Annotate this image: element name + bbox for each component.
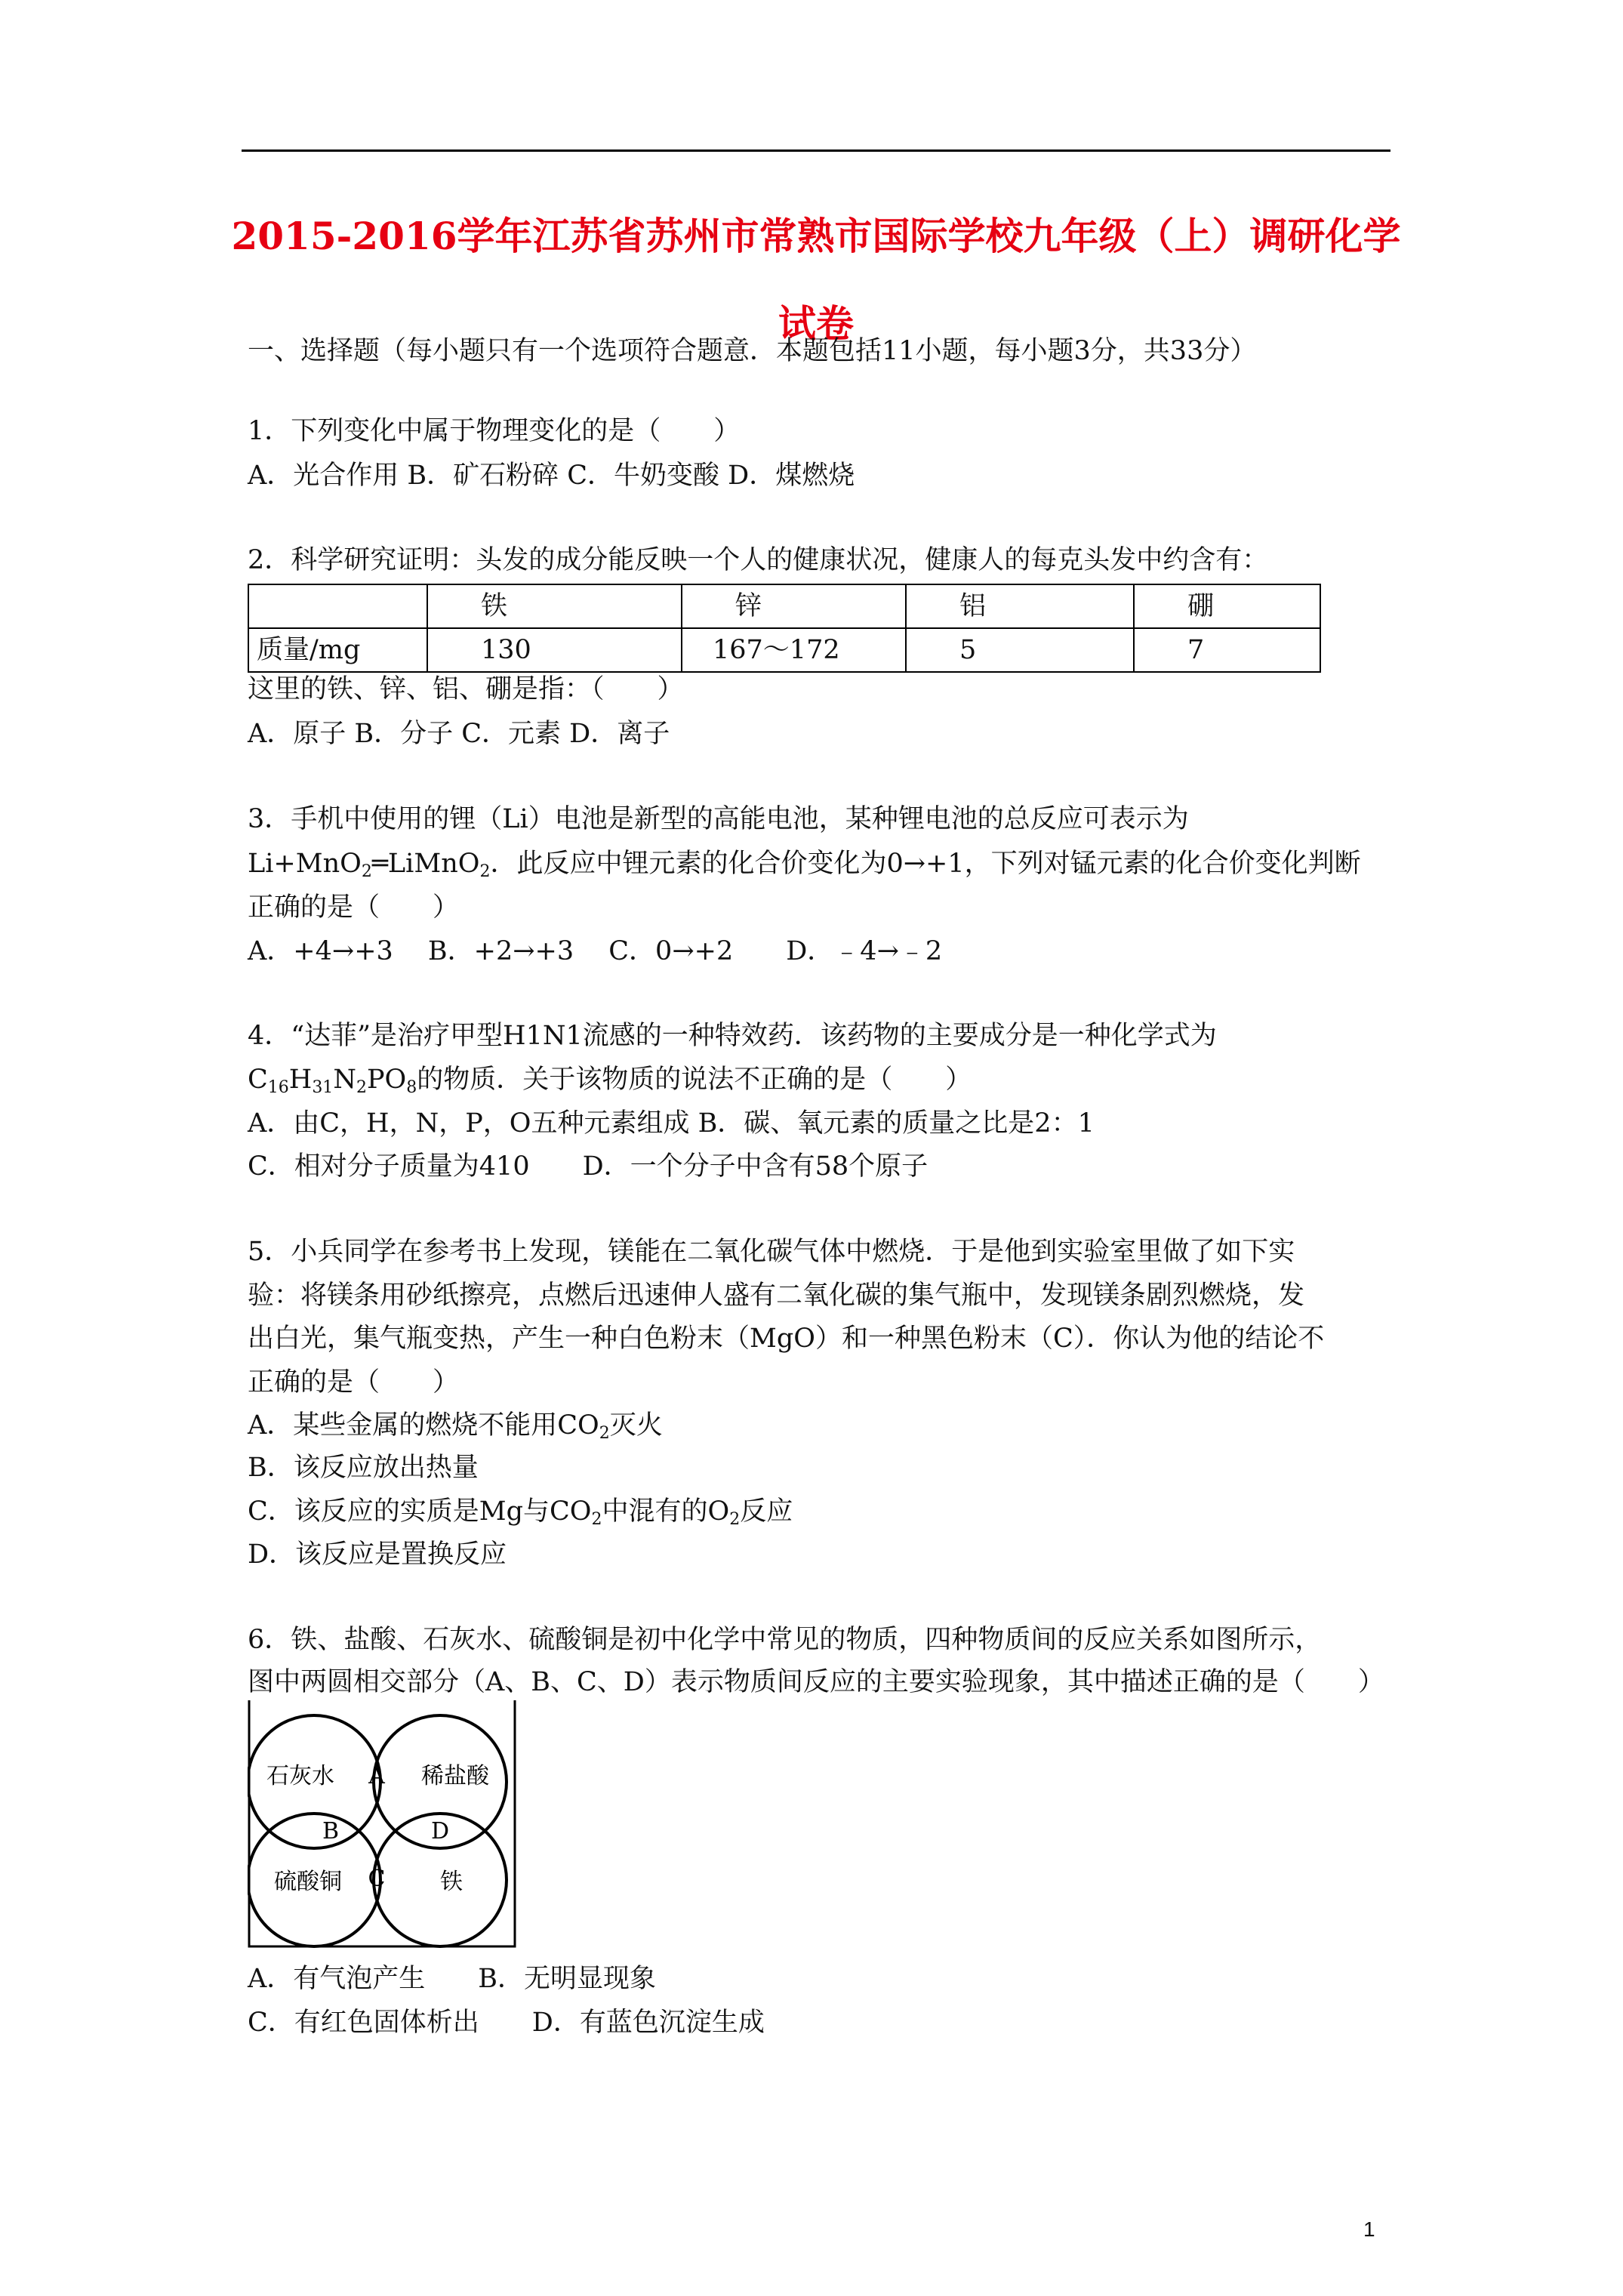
q5-option-b: B．该反应放出热量 (248, 1453, 479, 1483)
q6-line-2: 图中两圆相交部分（A、B、C、D）表示物质间反应的主要实验现象，其中描述正确的是（ ） (248, 1667, 1384, 1697)
label-d: D (430, 1818, 450, 1845)
table-cell: 锌 (682, 584, 906, 628)
section-heading: 一、选择题（每小题只有一个选项符合题意．本题包括11小题，每小题3分，共33分） (248, 336, 1257, 366)
table-cell: 7 (1134, 628, 1320, 672)
label-c: C (368, 1866, 386, 1892)
hair-element-table (248, 584, 1321, 673)
label-iron: 铁 (440, 1869, 463, 1895)
table-cell (248, 584, 427, 628)
q3-line-3: 正确的是（ ） (248, 892, 460, 923)
q4-options-cd: C．相对分子质量为410 D．一个分子中含有58个原子 (248, 1151, 929, 1182)
q2-options: A．原子 B．分子 C．元素 D．离子 (248, 719, 670, 749)
q5-line-3: 出白光，集气瓶变热，产生一种白色粉末（MgO）和一种黑色粉末（C）．你认为他的结论不 (248, 1324, 1325, 1354)
table-cell: 130 (427, 628, 682, 672)
label-a: A (368, 1763, 385, 1789)
label-b: B (322, 1818, 340, 1845)
q5-option-d: D．该反应是置换反应 (248, 1539, 507, 1570)
label-limewater: 石灰水 (266, 1763, 334, 1789)
q6-options-ab: A．有气泡产生 B．无明显现象 (248, 1964, 656, 1994)
table-cell: 硼 (1134, 584, 1320, 628)
q5-line-4: 正确的是（ ） (248, 1367, 460, 1398)
header-rule (242, 149, 1390, 152)
q5-option-a: A．某些金属的燃烧不能用$CO_2$灭火 (248, 1410, 663, 1443)
q6-line-1: 6．铁、盐酸、石灰水、硫酸铜是初中化学中常见的物质，四种物质间的反应关系如图所示， (248, 1625, 1322, 1655)
q4-options-ab: A．由C，H，N，P，O五种元素组成 B．碳、氧元素的质量之比是2：1 (248, 1108, 1095, 1139)
label-copper-sulfate: 硫酸铜 (274, 1869, 342, 1895)
table-cell: 质量/mg (248, 628, 427, 672)
table-row (248, 584, 1320, 628)
table-cell: 铝 (906, 584, 1134, 628)
q2-after: 这里的铁、锌、铝、硼是指：（ ） (248, 674, 684, 704)
title-line-2: 试卷 (778, 301, 854, 346)
label-hydrochloric-acid: 稀盐酸 (421, 1763, 489, 1789)
q2-stem: 2．科学研究证明：头发的成分能反映一个人的健康状况，健康人的每克头发中约含有： (248, 545, 1269, 575)
q1-options: A．光合作用 B．矿石粉碎 C．牛奶变酸 D．煤燃烧 (248, 461, 855, 491)
venn-diagram (248, 1699, 519, 1948)
q1-stem: 1．下列变化中属于物理变化的是（ ） (248, 416, 741, 446)
q5-option-c: C．该反应的实质是Mg与$CO_2$中混有的$O_2$反应 (248, 1496, 793, 1529)
table-row (248, 628, 1320, 672)
table-cell: 铁 (427, 584, 682, 628)
q4-line-1: 4．“达菲”是治疗甲型H1N1流感的一种特效药．该药物的主要成分是一种化学式为 (248, 1021, 1217, 1051)
q4-formula-line: $C_{16}H_{31}N_2PO_8$的物质．关于该物质的说法不正确的是（ ） (248, 1065, 972, 1097)
q3-equation-line: Li+MnO$_2$═LiMnO$_2$．此反应中锂元素的化合价变化为0→+1，下列对锰元素的化合价变化判断 (248, 849, 1361, 881)
title-line-1: 2015-2016学年江苏省苏州市常熟市国际学校九年级（上）调研化学 (231, 214, 1401, 258)
page-number: 1 (1363, 2217, 1375, 2241)
q3-line-1: 3．手机中使用的锂（Li）电池是新型的高能电池，某种锂电池的总反应可表示为 (248, 804, 1189, 834)
q6-options-cd: C．有红色固体析出 D．有蓝色沉淀生成 (248, 2008, 765, 2038)
q5-line-2: 验：将镁条用砂纸擦亮，点燃后迅速伸人盛有二氧化碳的集气瓶中，发现镁条剧烈燃烧，发 (248, 1281, 1305, 1311)
table-cell: 167～172 (682, 628, 906, 672)
q3-options: A．+4→+3 B．+2→+3 C．0→+2 D．﹣4→﹣2 (248, 936, 943, 966)
q5-line-1: 5．小兵同学在参考书上发现，镁能在二氧化碳气体中燃烧．于是他到实验室里做了如下实 (248, 1237, 1295, 1267)
table-cell: 5 (906, 628, 1134, 672)
